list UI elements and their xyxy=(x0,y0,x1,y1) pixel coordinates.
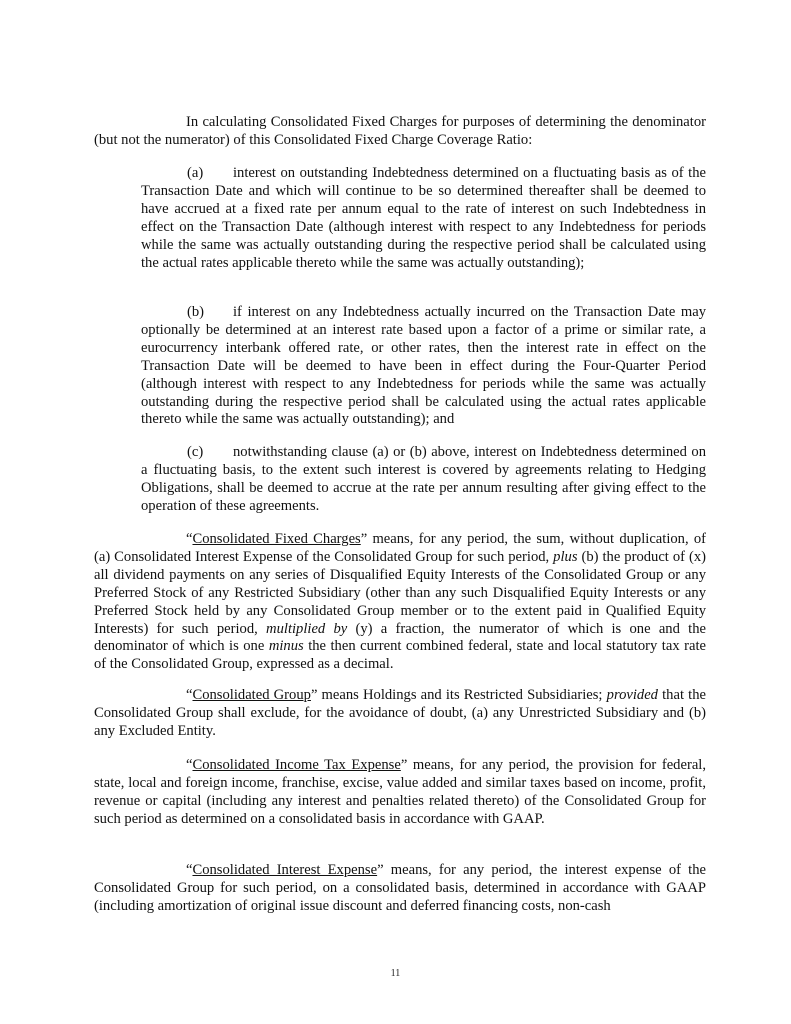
emphasis-text: minus xyxy=(268,638,304,655)
page-number: 11 xyxy=(390,968,401,979)
clause-c xyxy=(141,444,706,516)
definition-fixed-charges: “Consolidated Fixed Charges” means, for any period, the sum, without duplication, of (a) Consolidated Interest Expense of the Consolidated Group for such period, plus (b) the product of (x) all dividend payments on any series of Disqualified Equity Interests of the Consolidated Group or any Preferred Stock of any Restricted Subsidiary (other than any such Disqualified Equity Interests or any Preferred Stock held by any Consolidated Group member or to the extent paid in Qualified Equity Interests) for such period, multiplied by (y) a fraction, the numerator of which is one and the denominator of which is one minus the then current combined federal, state and local statutory tax rate of the Consolidated Group, expressed as a decimal. xyxy=(94,531,707,673)
clause-text: interest on outstanding Indebtedness determined on a fluctuating basis as of the Transaction Date and which will continue to be so determined thereafter shall be deemed to have accrued at a fixed rate per annum equal to the rate of interest on such Indebtedness in effect on the Transaction Date (although interest with respect to any Indebtedness for periods while the same was actually outstanding during the respective period shall be calculated using the actual rates applicable thereto while the same was actually outstanding); xyxy=(141,165,706,271)
definition-text: the then current combined federal, state and local statutory tax rate of the Consolidated Group, expressed as a decimal. xyxy=(94,638,706,673)
clause-label: (b) xyxy=(187,304,205,320)
emphasis-text: provided xyxy=(606,687,658,703)
defined-term: Consolidated Fixed Charges xyxy=(192,531,361,547)
intro-paragraph xyxy=(94,114,706,150)
clause-text: if interest on any Indebtedness actually incurred on the Transaction Date may optionally be determined at an interest rate based upon a factor of a prime or similar rate, a eurocurrency interbank offered rate, or other rates, then the interest rate in effect on the Transaction Date will be deemed to have been in effect during the Four-Quarter Period (although interest with respect to any Indebtedness for periods while the same was actually outstanding during the respective period shall be calculated using the actual rates applicable thereto while the same was actually outstanding); and xyxy=(141,304,706,428)
definition-text: ” means, for any period, the interest expense of the Consolidated Group for such period, on a consolidated basis, determined in accordance with GAAP (including amortization of original issue discount and deferred financing costs, non-cash xyxy=(94,862,706,914)
definition-text: that the Consolidated Group shall exclude, for the avoidance of doubt, (a) any Unrestricted Subsidiary and (b) any Excluded Entity. xyxy=(94,687,706,739)
definition-income-tax-expense: “Consolidated Income Tax Expense” means, for any period, the provision for federal, state, local and foreign income, franchise, excise, value added and similar taxes based on income, profit, revenue or capital (including any interest and penalties related thereto) of the Consolidated Group for such period as determined on a consolidated basis in accordance with GAAP. xyxy=(94,757,706,827)
defined-term: Consolidated Interest Expense xyxy=(192,862,378,878)
clause-a xyxy=(141,165,706,272)
intro-text: In calculating Consolidated Fixed Charges for purposes of determining the denominator (but not the numerator) of this Consolidated Fixed Charge Coverage Ratio: xyxy=(94,114,706,148)
defined-term: Consolidated Income Tax Expense xyxy=(192,757,401,773)
clause-text: notwithstanding clause (a) or (b) above, interest on Indebtedness determined on a fluctuating basis, to the extent such interest is covered by agreements relating to Hedging Obligations, shall be deemed to accrue at the rate per annum resulting after giving effect to the operation of these agreements. xyxy=(141,444,706,514)
definition-text: ” means Holdings and its Restricted Subsidiaries; xyxy=(310,687,607,703)
definition-group: “Consolidated Group” means Holdings and its Restricted Subsidiaries; provided that the Consolidated Group shall exclude, for the avoidance of doubt, (a) any Unrestricted Subsidiary and (b) any Excluded Entity. xyxy=(94,687,706,739)
emphasis-text: multiplied by xyxy=(266,620,348,637)
clause-label: (c) xyxy=(187,444,204,460)
emphasis-text: plus xyxy=(553,548,578,565)
definition-text: ” means, for any period, the provision for federal, state, local and foreign income, franchise, excise, value added and similar taxes based on income, profit, revenue or capital (including any interest and penalties related thereto) of the Consolidated Group for such period as determined on a consolidated basis in accordance with GAAP. xyxy=(94,757,706,827)
clause-b xyxy=(141,304,706,429)
definition-text: (b) the product of (x) all dividend payments on any series of Disqualified Equity Interests of the Consolidated Group or any Preferred Stock of any Restricted Subsidiary (other than any such Disqualified Equity Interests or any Preferred Stock held by any Consolidated Group member or to the extent paid in Qualified Equity Interests) for such period, xyxy=(94,548,706,637)
definition-text: ” means, for any period, the sum, without duplication, of (a) Consolidated Interest Expense of the Consolidated Group for such period, xyxy=(94,531,707,565)
definition-interest-expense: “Consolidated Interest Expense” means, for any period, the interest expense of the Consolidated Group for such period, on a consolidated basis, determined in accordance with GAAP (including amortization of original issue discount and deferred financing costs, non-cash xyxy=(94,862,706,914)
definition-text: (y) a fraction, the numerator of which is one and the denominator of which is one xyxy=(94,620,706,655)
defined-term: Consolidated Group xyxy=(192,687,311,703)
clause-label: (a) xyxy=(187,165,204,181)
